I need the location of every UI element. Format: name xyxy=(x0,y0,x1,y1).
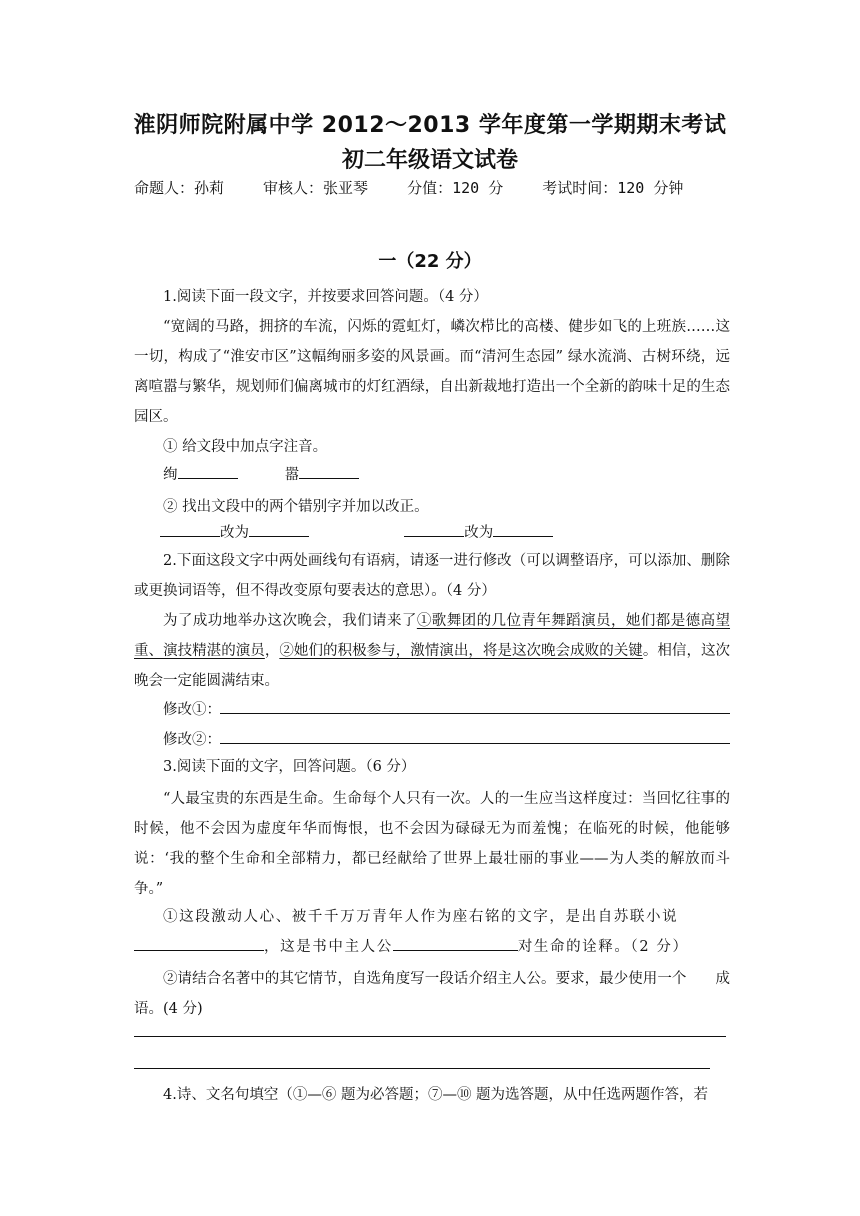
exam-title: 淮阴师院附属中学 2012～2013 学年度第一学期期末考试 xyxy=(133,113,727,138)
q2-fix2-label: 修改②： xyxy=(163,732,221,748)
q2-text-a: 为了成功地举办这次晚会，我们请来了 xyxy=(163,613,417,629)
q1-answer-blank[interactable] xyxy=(178,462,238,479)
q1-char2: 嚣 xyxy=(284,467,300,483)
q3-answer-line[interactable] xyxy=(134,1068,710,1069)
q1-sub2: ② 找出文段中的两个错别字并加以改正。 xyxy=(163,499,429,515)
score-label: 分值：120 分 xyxy=(407,179,504,197)
q3-sub2: ②请结合名著中的其它情节，自选角度写一段话介绍主人公。要求，最少使用一个 成语。(4 分) xyxy=(134,971,730,1017)
q1-answer-blank[interactable] xyxy=(160,520,220,537)
q1-sub1: ① 给文段中加点字注音。 xyxy=(163,439,328,455)
q1-answer-blank[interactable] xyxy=(299,462,359,479)
q1-passage: “宽阔的马路，拥挤的车流，闪烁的霓虹灯，嶙次栉比的高楼、健步如飞的上班族……这一切，构成了“淮安市区”这幅绚丽多姿的风景画。而“清河生态园” 绿水流淌、古树环绕，远离喧嚣与繁华，规划师们偏离城市的灯红酒绿，自出新裁地打造出一个全新的韵味十足的生态园区。 xyxy=(134,319,730,425)
q3-answer-line[interactable] xyxy=(134,1036,726,1037)
setter-label: 命题人：孙莉 xyxy=(134,179,225,197)
q1-pinyin-row xyxy=(163,462,359,485)
q3-stem: 3.阅读下面的文字，回答问题。（6 分） xyxy=(163,759,416,775)
q1-answer-blank[interactable] xyxy=(404,520,464,537)
reviewer-label: 审核人：张亚琴 xyxy=(263,179,369,197)
q2-fix1-label: 修改①： xyxy=(163,702,221,718)
q2-fix1-line[interactable] xyxy=(220,713,730,714)
section-heading: 一（22 分） xyxy=(378,251,482,272)
q2-fix2-line[interactable] xyxy=(220,743,730,744)
q2-text-b: ， xyxy=(264,643,280,659)
q1-answer-blank[interactable] xyxy=(493,520,553,537)
q1-correction-row xyxy=(160,520,553,543)
q2-stem: 2.下面这段文字中两处画线句有语病，请逐一进行修改（可以调整语序，可以添加、删除或更换词语等，但不得改变原句要表达的意思）。（4 分） xyxy=(134,553,730,599)
q3-sub1-text-c: 对生命的诠释。（2 分） xyxy=(517,939,689,955)
q3-quote: “人最宝贵的东西是生命。生命每个人只有一次。人的一生应当这样度过：当回忆往事的时候，他不会因为虚度年华而悔恨，也不会因为碌碌无为而羞愧；在临死的时候，他能够说：‘我的整个生命和全部精力，都已经献给了世界上最壮丽的事业——为人类的解放而斗争。” xyxy=(134,791,730,897)
q1-change-label: 改为 xyxy=(220,525,249,541)
q3-sub1-text-b: ，这是书中主人公 xyxy=(264,939,393,955)
q4-stem: 4.诗、文名句填空（①—⑥ 题为必答题；⑦—⑩ 题为选答题，从中任选两题作答，若 xyxy=(163,1087,709,1103)
q1-change-label: 改为 xyxy=(464,525,494,541)
time-label: 考试时间：120 分钟 xyxy=(542,179,684,197)
q2-text-c: 。相信，这次晚会一定能圆满结束。 xyxy=(134,643,731,689)
q1-char1: 绚 xyxy=(163,467,178,483)
exam-meta xyxy=(134,177,683,198)
exam-subtitle: 初二年级语文试卷 xyxy=(341,148,518,173)
q1-answer-blank[interactable] xyxy=(249,520,309,537)
q3-sub1-text-a: ①这段激动人心、被千千万万青年人作为座右铭的文字，是出自苏联小说 xyxy=(163,909,679,925)
q2-underlined-sentence-2: ②她们的积极参与，激情演出，将是这次晚会成败的关键 xyxy=(279,643,643,659)
q2-underlined-sentence-1: ①歌舞团的几位青年舞蹈演员，她们都是德高望重、演技精湛的演员 xyxy=(134,613,731,659)
q3-sub1 xyxy=(134,902,730,962)
q3-protagonist-blank[interactable] xyxy=(393,934,518,951)
q1-stem: 1.阅读下面一段文字，并按要求回答问题。（4 分） xyxy=(163,289,488,305)
q3-novel-blank[interactable] xyxy=(134,934,264,951)
q2-passage xyxy=(134,606,730,696)
